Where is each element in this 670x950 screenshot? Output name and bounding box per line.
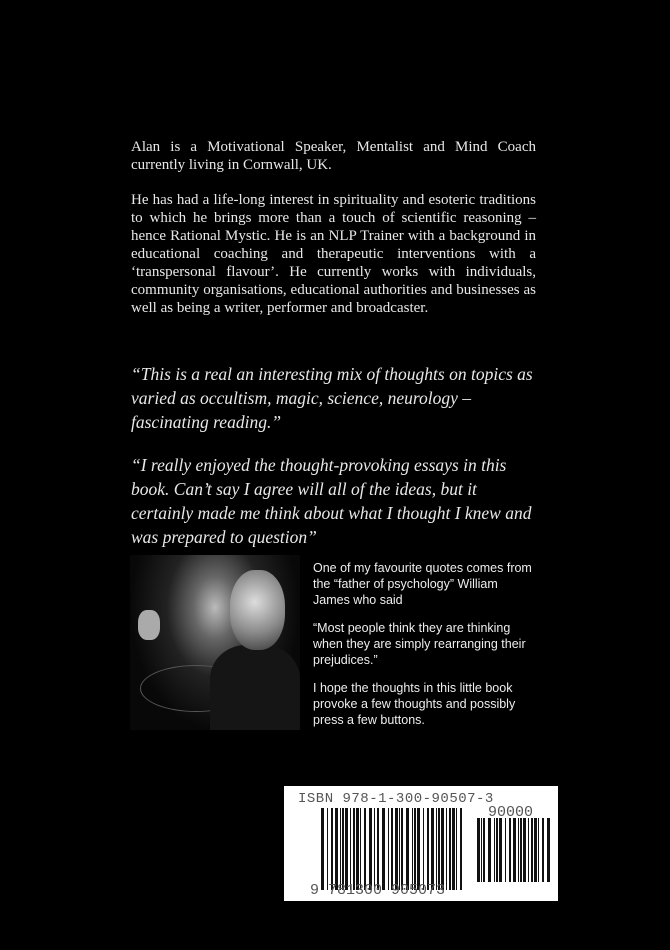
barcode-bar: [431, 808, 434, 890]
barcode-bar: [446, 808, 447, 890]
barcode-bar: [414, 808, 416, 890]
barcode-bar: [399, 808, 400, 890]
barcode-bar: [353, 808, 355, 890]
barcode-bar: [528, 818, 529, 882]
barcode-bar: [406, 808, 409, 890]
photo-hand: [138, 610, 160, 640]
isbn-barcode: [284, 786, 558, 901]
barcode-bar: [345, 808, 348, 890]
barcode-bar: [488, 818, 491, 882]
barcode-bar: [401, 808, 403, 890]
note-quote: “Most people think they are thinking when they are simply rearranging their prejudices.”: [313, 621, 526, 667]
barcode-bar: [509, 818, 511, 882]
price-code: 90000: [488, 804, 534, 821]
barcode-bar: [427, 808, 429, 890]
barcode-bar: [547, 818, 550, 882]
barcode-bar: [542, 818, 544, 882]
barcode-bar: [331, 808, 333, 890]
isbn-label: ISBN 978-1-300-90507-3: [298, 791, 494, 807]
barcode-bar: [340, 808, 341, 890]
barcode-bar: [342, 808, 344, 890]
barcode-bar: [460, 808, 462, 890]
barcode-bar: [327, 808, 328, 890]
barcode-bar: [423, 808, 424, 890]
barcode-bar: [483, 818, 485, 882]
bio-paragraph: He has had a life-long interest in spirituality and esoteric traditions to which he brings more than a touch of scientific reasoning – hence Rational Mystic. He is an NLP Trainer with a background in educational coaching and therapeutic interventions with a ‘transpersonal flavour’. He currently works with individuals, community organisations, educational authorities and businesses as well as being a writer, performer and broadcaster.: [131, 192, 536, 316]
photo-face: [230, 570, 285, 650]
note-paragraph: One of my favourite quotes comes from the “father of psychology” William James who said: [313, 561, 532, 607]
barcode-bar: [496, 818, 498, 882]
note-paragraph: I hope the thoughts in this little book provoke a few thoughts and possibly press a few buttons.: [313, 681, 516, 727]
barcode-bar: [360, 808, 361, 890]
barcode-bar: [449, 808, 451, 890]
photo-body: [210, 645, 300, 730]
barcode-bar: [499, 818, 502, 882]
barcode-bar: [452, 808, 455, 890]
barcode-bar: [391, 808, 393, 890]
author-bio: [131, 138, 536, 334]
author-note: [313, 560, 538, 740]
barcode-bar: [364, 808, 366, 890]
barcode-bar: [417, 808, 420, 890]
barcode-bar: [350, 808, 351, 890]
barcode-bar: [505, 818, 506, 882]
barcode-bar: [518, 818, 519, 882]
barcode-bar: [481, 818, 482, 882]
barcode-bar: [321, 808, 324, 890]
author-photo: [130, 555, 300, 730]
barcode-bar: [534, 818, 537, 882]
barcode-bar: [436, 808, 437, 890]
barcode-bar: [412, 808, 413, 890]
barcode-bar: [441, 808, 444, 890]
barcode-bar: [477, 818, 480, 882]
barcode-bar: [356, 808, 359, 890]
barcode-bar: [513, 818, 516, 882]
barcode-bar: [523, 818, 526, 882]
barcode-bar: [438, 808, 440, 890]
barcode-bar: [531, 818, 533, 882]
barcode-bar: [335, 808, 338, 890]
barcode-bar: [395, 808, 398, 890]
bio-paragraph: Alan is a Motivational Speaker, Mentalist and Mind Coach currently living in Cornwall, UK.: [131, 139, 536, 173]
barcode-bar: [520, 818, 522, 882]
barcode-bar: [382, 808, 385, 890]
ean-digits: 9 781300 905073: [310, 882, 446, 899]
review-quote: “This is a real an interesting mix of thoughts on topics as varied as occultism, magic, science, neurology – fascinating reading.”: [131, 364, 533, 432]
barcode-bar: [374, 808, 375, 890]
barcode-bar: [388, 808, 389, 890]
barcode-bar: [494, 818, 495, 882]
barcode-bar: [538, 818, 539, 882]
barcode-bar: [456, 808, 457, 890]
review-quote: “I really enjoyed the thought-provoking essays in this book. Can’t say I agree will all of the ideas, but it certainly made me think about what I thought I knew and was prepared to question”: [131, 455, 532, 547]
barcode-bar: [377, 808, 379, 890]
barcode-bar: [369, 808, 372, 890]
